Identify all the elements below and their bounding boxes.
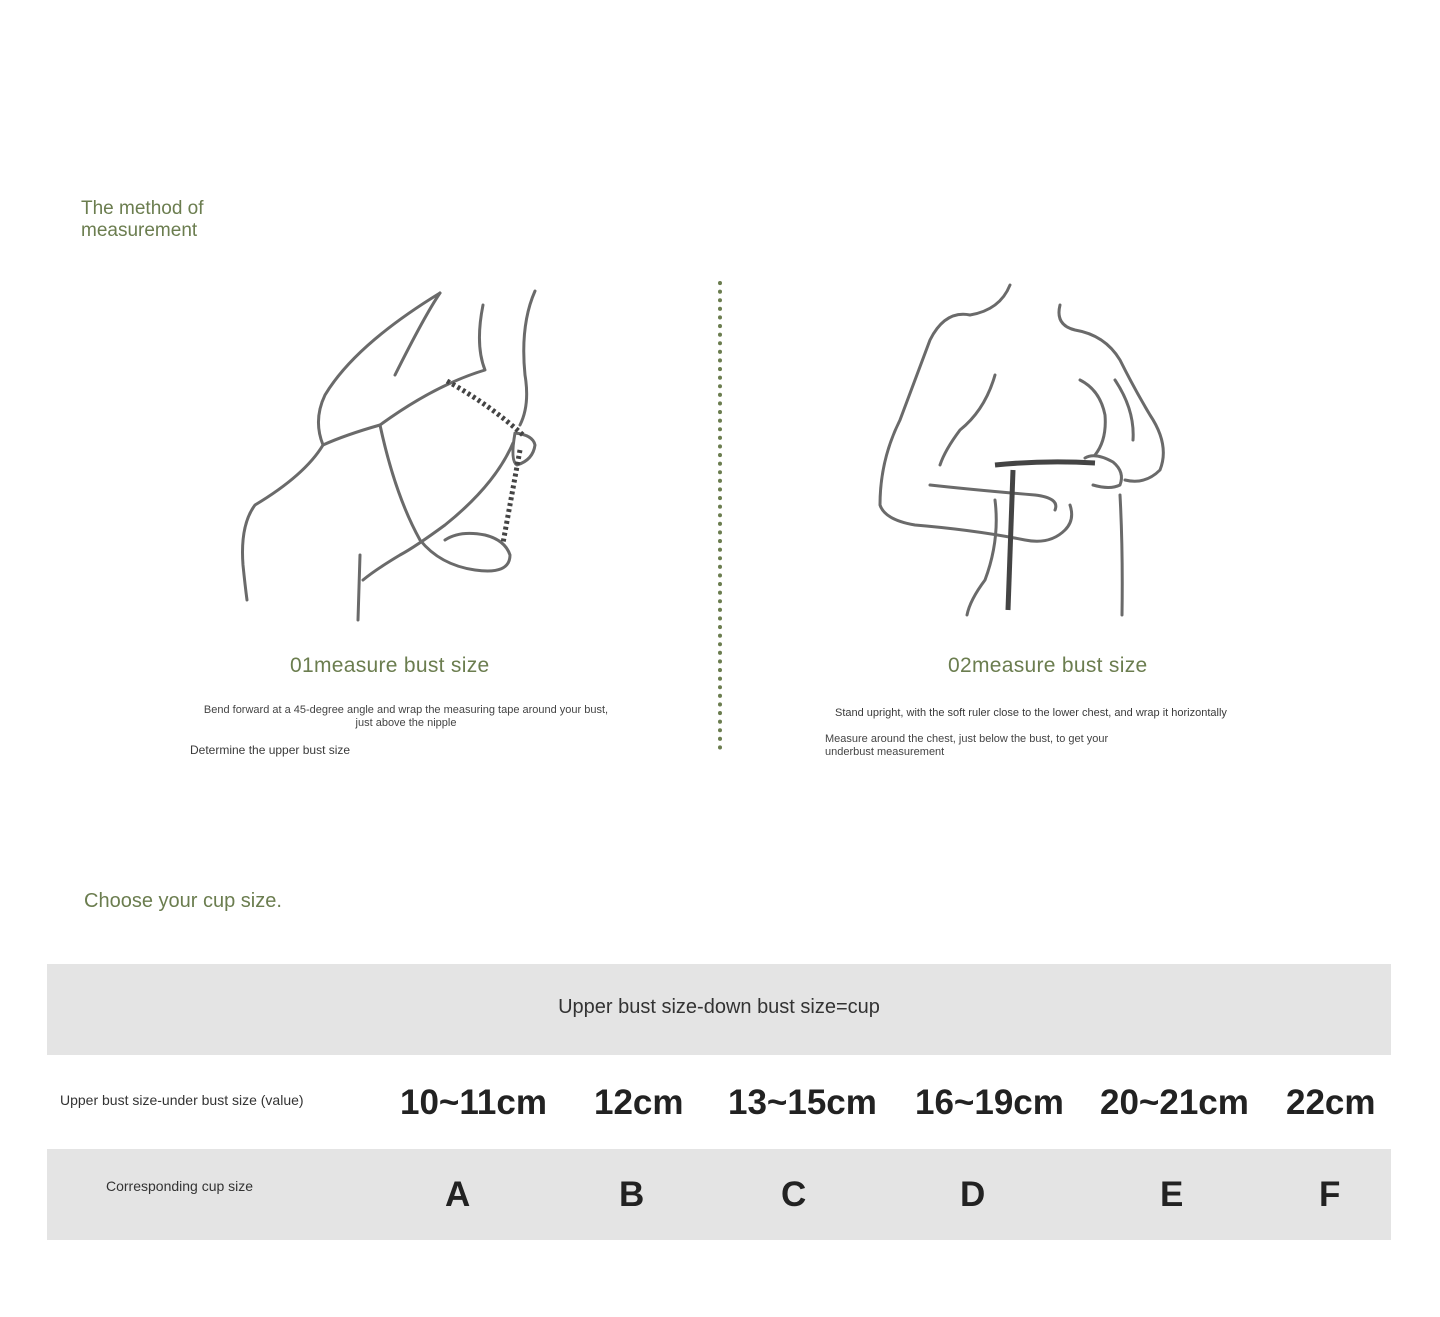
table-header-row <box>47 964 1391 1055</box>
value-cell: 16~19cm <box>915 1083 1064 1122</box>
table-header: Upper bust size-down bust size=cup <box>558 996 880 1018</box>
cup-size-table <box>47 964 1391 1240</box>
values-row-label: Upper bust size-under bust size (value) <box>60 1092 304 1108</box>
value-cell: 20~21cm <box>1100 1083 1249 1122</box>
cup-size-title: Choose your cup size. <box>84 890 282 912</box>
table-cups-row <box>47 1149 1391 1240</box>
cup-cell: C <box>781 1175 807 1214</box>
step2-description: Stand upright, with the soft ruler close to the lower chest, and wrap it horizontally <box>835 707 1227 719</box>
step2-title: 02measure bust size <box>948 654 1148 677</box>
step1-description: Bend forward at a 45-degree angle and wrap the measuring tape around your bust, just above the nipple <box>203 704 609 729</box>
value-cell: 13~15cm <box>728 1083 877 1122</box>
value-cell: 10~11cm <box>400 1083 547 1122</box>
step2-note: Measure around the chest, just below the bust, to get your underbust measurement <box>825 733 1109 758</box>
cup-cell: B <box>619 1175 645 1214</box>
value-cell: 12cm <box>594 1083 684 1122</box>
dotted-divider <box>717 280 723 758</box>
upper-bust-illustration <box>235 285 545 625</box>
cup-cell: A <box>445 1175 471 1214</box>
under-bust-illustration <box>875 280 1175 620</box>
method-title: The method of measurement <box>81 198 204 241</box>
step1-note: Determine the upper bust size <box>190 743 351 757</box>
cup-cell: D <box>960 1175 986 1214</box>
cup-cell: E <box>1160 1175 1184 1214</box>
step1-title: 01measure bust size <box>290 654 490 677</box>
cups-row-label: Corresponding cup size <box>106 1178 254 1194</box>
cup-cell: F <box>1319 1175 1341 1214</box>
table-values-row <box>47 1055 1391 1149</box>
value-cell: 22cm <box>1286 1083 1376 1122</box>
